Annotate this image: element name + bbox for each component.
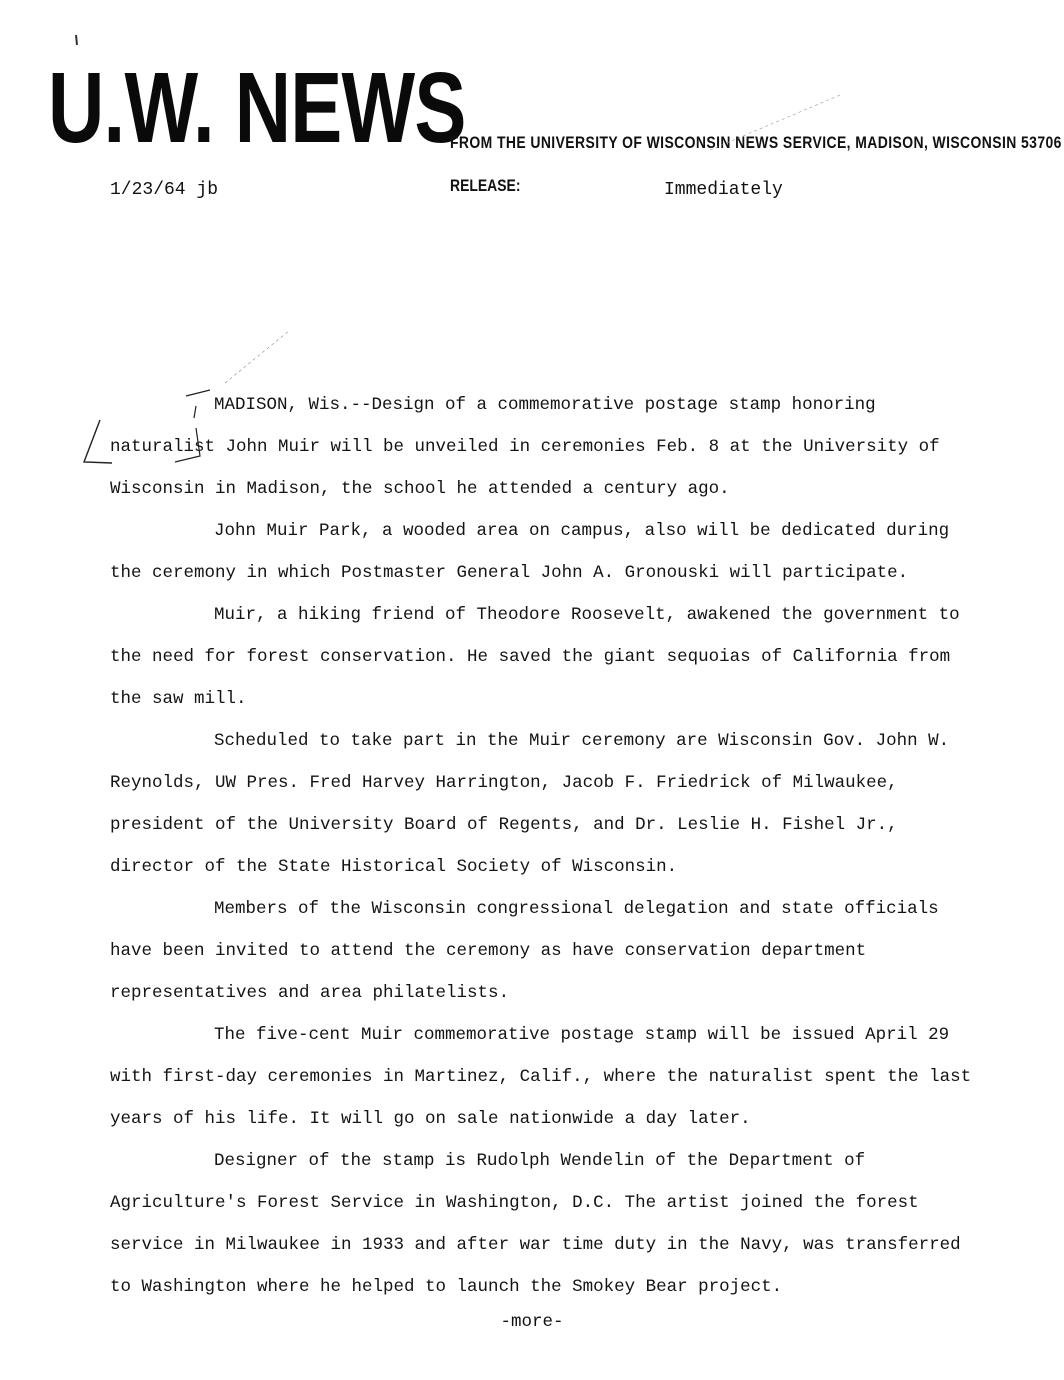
more-marker: -more- xyxy=(500,1312,564,1332)
date-line: 1/23/64 jb xyxy=(110,180,219,200)
paragraph: Designer of the stamp is Rudolph Wendelin of the Department of Agriculture's Forest Service in Washington, D.C. The artist joined the forest service in Milwaukee in 1933 and after war time duty in the Navy, was transferred to Washington where he helped to launch the Smokey Bear project. xyxy=(110,1151,961,1297)
paragraph: Scheduled to take part in the Muir ceremony are Wisconsin Gov. John W. Reynolds, UW Pres. Fred Harvey Harrington, Jacob F. Friedrick of Milwaukee, president of the University Board of Regents, and Dr. Leslie H. Fishel Jr., director of the State Historical Society of Wisconsin. xyxy=(110,731,950,877)
news-service-line: FROM THE UNIVERSITY OF WISCONSIN NEWS SERVICE, MADISON, WISCONSIN 53706 xyxy=(450,133,1062,152)
paragraph: Members of the Wisconsin congressional delegation and state officials have been invited to attend the ceremony as have conservation department representatives and area philatelists. xyxy=(110,899,939,1003)
masthead: U.W. NEWS xyxy=(48,52,466,164)
paragraph: Muir, a hiking friend of Theodore Roosevelt, awakened the government to the need for forest conservation. He saved the giant sequoias of California from the saw mill. xyxy=(110,605,960,709)
paragraph: John Muir Park, a wooded area on campus, also will be dedicated during the ceremony in which Postmaster General John A. Gronouski will participate. xyxy=(110,521,950,583)
paragraph: The five-cent Muir commemorative postage stamp will be issued April 29 with first-day ceremonies in Martinez, Calif., where the naturalist spent the last years of his life. It will go on sale nationwide a day later. xyxy=(110,1025,972,1129)
release-value: Immediately xyxy=(664,180,783,200)
paragraph: MADISON, Wis.--Design of a commemorative postage stamp honoring naturalist John Muir will be unveiled in ceremonies Feb. 8 at the University of Wisconsin in Madison, the school he attended a century ago. xyxy=(110,395,940,499)
article-body xyxy=(110,384,990,1308)
release-label: RELEASE: xyxy=(450,176,521,195)
